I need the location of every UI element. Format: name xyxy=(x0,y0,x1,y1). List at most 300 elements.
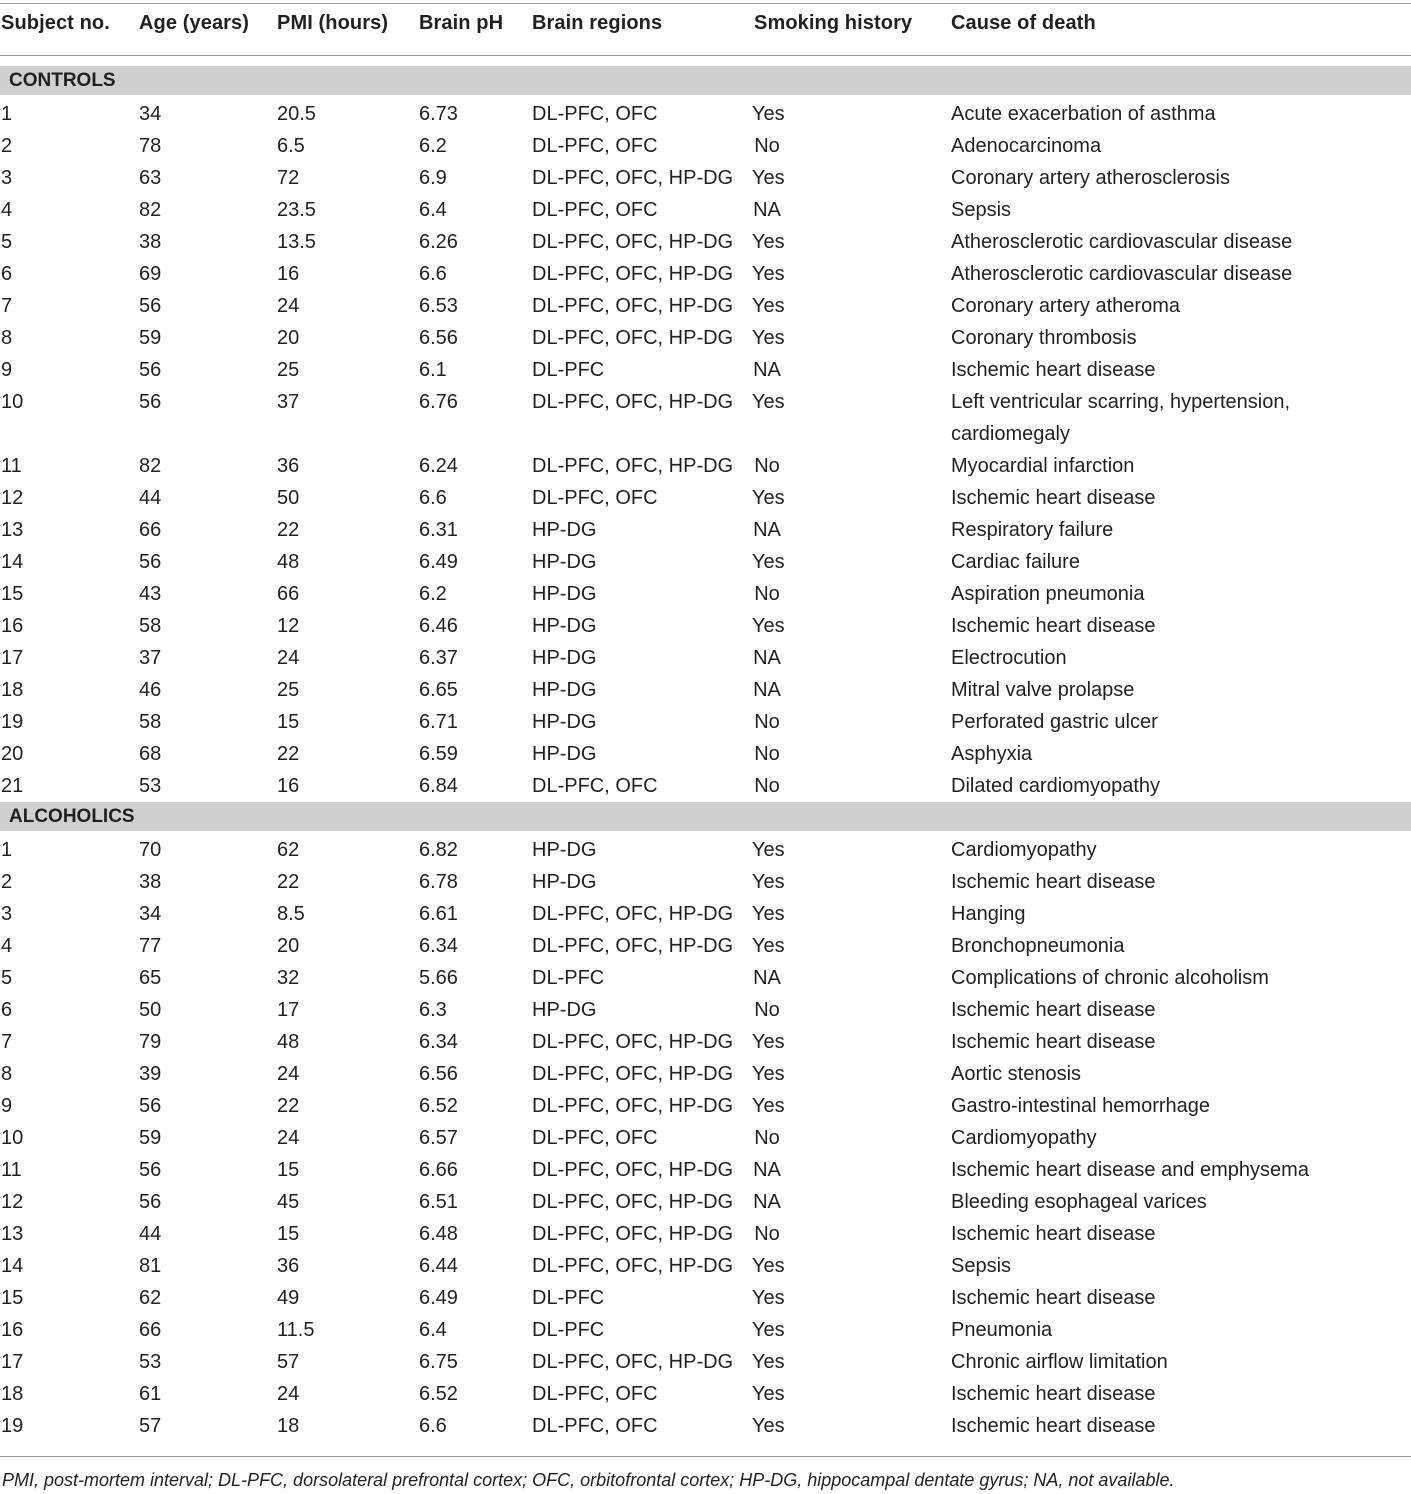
table-row xyxy=(0,1378,1411,1410)
cell-brain-ph: 5.66 xyxy=(419,967,458,989)
cell-cause-of-death: Ischemic heart disease xyxy=(951,1287,1156,1309)
cell-pmi: 25 xyxy=(277,359,300,381)
cell-brain-ph: 6.65 xyxy=(419,679,458,701)
section-header-controls: CONTROLS xyxy=(0,66,1411,95)
cell-smoking-history: Yes xyxy=(752,1383,785,1405)
header-rule xyxy=(0,55,1411,56)
cell-pmi: 24 xyxy=(277,1063,300,1085)
cell-brain-ph: 6.53 xyxy=(419,295,458,317)
cell-brain-regions: HP-DG xyxy=(532,615,597,637)
cell-age: 43 xyxy=(139,583,162,605)
cell-pmi: 22 xyxy=(277,519,300,541)
cell-smoking-history: No xyxy=(754,1223,780,1245)
cell-brain-ph: 6.71 xyxy=(419,711,458,733)
table-top-rule xyxy=(0,3,1411,4)
cell-brain-ph: 6.56 xyxy=(419,327,458,349)
cell-age: 68 xyxy=(139,743,162,765)
table-row xyxy=(0,1058,1411,1090)
cell-cause-of-death: Ischemic heart disease xyxy=(951,359,1156,381)
table-row xyxy=(0,1186,1411,1218)
cell-age: 56 xyxy=(139,1095,162,1117)
cell-pmi: 24 xyxy=(277,295,300,317)
cell-brain-regions: DL-PFC xyxy=(532,1319,605,1341)
cell-pmi: 45 xyxy=(277,1191,300,1213)
cell-age: 56 xyxy=(139,1191,162,1213)
cell-cause-of-death: Coronary artery atherosclerosis xyxy=(951,167,1230,189)
cell-age: 50 xyxy=(139,999,162,1021)
cell-cause-of-death: Sepsis xyxy=(951,199,1012,221)
cell-smoking-history: Yes xyxy=(752,903,785,925)
cell-smoking-history: Yes xyxy=(752,1287,785,1309)
cell-age: 56 xyxy=(139,295,162,317)
cell-brain-regions: DL-PFC, OFC, HP-DG xyxy=(532,1159,734,1181)
table-row xyxy=(0,354,1411,386)
cell-brain-ph: 6.2 xyxy=(419,583,447,605)
cell-cause-of-death: Complications of chronic alcoholism xyxy=(951,967,1269,989)
cell-smoking-history: NA xyxy=(753,519,781,541)
cell-subject-no: 11 xyxy=(1,455,22,477)
cell-brain-ph: 6.34 xyxy=(419,1031,458,1053)
cell-pmi: 36 xyxy=(277,455,300,477)
cell-cause-of-death: Myocardial infarction xyxy=(951,455,1135,477)
cell-age: 65 xyxy=(139,967,162,989)
table-row xyxy=(0,642,1411,674)
table-row xyxy=(0,1026,1411,1058)
cell-smoking-history: Yes xyxy=(752,1319,785,1341)
cell-brain-ph: 6.56 xyxy=(419,1063,458,1085)
table-row xyxy=(0,1218,1411,1250)
header-age: Age (years) xyxy=(139,12,250,34)
cell-cause-of-death: Ischemic heart disease xyxy=(951,615,1156,637)
cell-cause-of-death: Cardiomyopathy xyxy=(951,1127,1097,1149)
cell-pmi: 32 xyxy=(277,967,300,989)
cell-brain-regions: DL-PFC, OFC, HP-DG xyxy=(532,231,734,253)
cell-brain-ph: 6.52 xyxy=(419,1383,458,1405)
cell-smoking-history: Yes xyxy=(752,1095,785,1117)
header-subject-no: Subject no. xyxy=(1,12,110,34)
cell-smoking-history: No xyxy=(754,999,780,1021)
cell-cause-of-death: Coronary thrombosis xyxy=(951,327,1137,349)
table-footnote: PMI, post-mortem interval; DL-PFC, dorsolateral prefrontal cortex; OFC, orbitofrontal cortex; HP-DG, hippocampal dentate gyrus; NA, not available. xyxy=(2,1470,1175,1490)
cell-brain-regions: DL-PFC, OFC xyxy=(532,1383,658,1405)
cell-cause-of-death: Ischemic heart disease xyxy=(951,1415,1156,1437)
cell-brain-ph: 6.49 xyxy=(419,551,458,573)
cell-subject-no: 16 xyxy=(1,615,24,637)
cell-brain-ph: 6.1 xyxy=(419,359,447,381)
cell-smoking-history: Yes xyxy=(752,1415,785,1437)
table-row xyxy=(0,674,1411,706)
cell-pmi: 15 xyxy=(277,1159,300,1181)
cell-brain-ph: 6.31 xyxy=(419,519,458,541)
cell-pmi: 72 xyxy=(277,167,300,189)
cell-pmi: 48 xyxy=(277,551,300,573)
cell-subject-no: 9 xyxy=(1,1095,13,1117)
cell-age: 53 xyxy=(139,775,162,797)
cell-subject-no: 8 xyxy=(1,327,13,349)
cell-cause-of-death: Coronary artery atheroma xyxy=(951,295,1180,317)
cell-age: 77 xyxy=(139,935,162,957)
cell-age: 69 xyxy=(139,263,162,285)
cell-smoking-history: Yes xyxy=(752,231,785,253)
cell-pmi: 48 xyxy=(277,1031,300,1053)
table-row xyxy=(0,1122,1411,1154)
cell-age: 34 xyxy=(139,103,162,125)
cell-age: 53 xyxy=(139,1351,162,1373)
cell-pmi: 37 xyxy=(277,391,300,413)
cell-cause-of-death: Bronchopneumonia xyxy=(951,935,1125,957)
table-row xyxy=(0,738,1411,770)
table-row xyxy=(0,578,1411,610)
cell-brain-regions: HP-DG xyxy=(532,999,597,1021)
table-row xyxy=(0,546,1411,578)
cell-smoking-history: NA xyxy=(753,647,781,669)
cell-subject-no: 18 xyxy=(1,679,24,701)
table-header xyxy=(0,12,1411,42)
header-brain-ph: Brain pH xyxy=(419,12,504,34)
cell-brain-regions: DL-PFC, OFC, HP-DG xyxy=(532,1095,734,1117)
cell-smoking-history: NA xyxy=(753,199,781,221)
cell-age: 39 xyxy=(139,1063,162,1085)
cell-age: 34 xyxy=(139,903,162,925)
cell-smoking-history: Yes xyxy=(752,263,785,285)
cell-brain-regions: HP-DG xyxy=(532,839,597,861)
cell-brain-regions: DL-PFC, OFC xyxy=(532,775,658,797)
cell-subject-no: 17 xyxy=(1,1351,24,1373)
cell-pmi: 25 xyxy=(277,679,300,701)
cell-brain-ph: 6.3 xyxy=(419,999,447,1021)
cell-subject-no: 19 xyxy=(1,1415,24,1437)
cell-brain-regions: DL-PFC, OFC, HP-DG xyxy=(532,167,734,189)
cell-age: 58 xyxy=(139,711,162,733)
cell-subject-no: 13 xyxy=(1,1223,24,1245)
cell-brain-regions: DL-PFC, OFC xyxy=(532,199,658,221)
cell-cause-of-death: Ischemic heart disease xyxy=(951,1223,1156,1245)
cell-smoking-history: Yes xyxy=(752,167,785,189)
cell-pmi: 22 xyxy=(277,743,300,765)
cell-smoking-history: Yes xyxy=(752,391,785,413)
cell-smoking-history: Yes xyxy=(752,1351,785,1373)
cell-pmi: 18 xyxy=(277,1415,300,1437)
cell-pmi: 16 xyxy=(277,775,300,797)
cell-pmi: 24 xyxy=(277,1383,300,1405)
table-row xyxy=(0,866,1411,898)
cell-brain-ph: 6.44 xyxy=(419,1255,458,1277)
cell-cause-of-death: Gastro-intestinal hemorrhage xyxy=(951,1095,1211,1117)
table-body xyxy=(0,66,1411,1442)
table-row xyxy=(0,898,1411,930)
cell-subject-no: 3 xyxy=(1,903,13,925)
cell-brain-ph: 6.4 xyxy=(419,199,447,221)
cell-cause-of-death: Chronic airflow limitation xyxy=(951,1351,1168,1373)
cell-subject-no: 11 xyxy=(1,1159,22,1181)
cell-subject-no: 7 xyxy=(1,295,13,317)
cell-smoking-history: Yes xyxy=(752,615,785,637)
cell-smoking-history: NA xyxy=(753,1191,781,1213)
cell-age: 82 xyxy=(139,199,162,221)
cell-smoking-history: No xyxy=(754,775,780,797)
cell-subject-no: 15 xyxy=(1,583,24,605)
cell-brain-ph: 6.9 xyxy=(419,167,447,189)
cell-cause-of-death: Cardiomyopathy xyxy=(951,839,1097,861)
table-row xyxy=(0,226,1411,258)
cell-pmi: 22 xyxy=(277,1095,300,1117)
cell-age: 46 xyxy=(139,679,162,701)
cell-brain-ph: 6.6 xyxy=(419,1415,447,1437)
cell-pmi: 20.5 xyxy=(277,103,316,125)
cell-subject-no: 6 xyxy=(1,999,13,1021)
cell-cause-of-death: Atherosclerotic cardiovascular disease xyxy=(951,231,1293,253)
cell-age: 44 xyxy=(139,487,162,509)
cell-smoking-history: Yes xyxy=(752,839,785,861)
cell-smoking-history: No xyxy=(754,711,780,733)
cell-cause-of-death: Ischemic heart disease xyxy=(951,1383,1156,1405)
cell-cause-of-death: Asphyxia xyxy=(951,743,1033,765)
cell-age: 66 xyxy=(139,1319,162,1341)
cell-smoking-history: Yes xyxy=(752,295,785,317)
table-row xyxy=(0,194,1411,226)
cell-subject-no: 2 xyxy=(1,871,13,893)
cell-smoking-history: Yes xyxy=(752,935,785,957)
cell-brain-ph: 6.4 xyxy=(419,1319,447,1341)
cell-brain-regions: DL-PFC xyxy=(532,1287,605,1309)
cell-subject-no: 17 xyxy=(1,647,24,669)
table-row xyxy=(0,770,1411,802)
cell-brain-regions: HP-DG xyxy=(532,551,597,573)
cell-smoking-history: Yes xyxy=(752,1063,785,1085)
table-row xyxy=(0,258,1411,290)
cell-age: 57 xyxy=(139,1415,162,1437)
cell-age: 38 xyxy=(139,871,162,893)
cell-subject-no: 9 xyxy=(1,359,13,381)
cell-subject-no: 3 xyxy=(1,167,13,189)
cell-brain-regions: DL-PFC, OFC xyxy=(532,1415,658,1437)
cell-cause-of-death: Acute exacerbation of asthma xyxy=(951,103,1216,125)
cell-smoking-history: Yes xyxy=(752,103,785,125)
cell-brain-ph: 6.26 xyxy=(419,231,458,253)
cell-subject-no: 10 xyxy=(1,1127,24,1149)
cell-brain-ph: 6.49 xyxy=(419,1287,458,1309)
cell-age: 56 xyxy=(139,1159,162,1181)
header-cause-of-death: Cause of death xyxy=(951,12,1096,34)
cell-cause-of-death: Ischemic heart disease xyxy=(951,487,1156,509)
cell-brain-ph: 6.75 xyxy=(419,1351,458,1373)
cell-pmi: 66 xyxy=(277,583,300,605)
cell-brain-ph: 6.52 xyxy=(419,1095,458,1117)
cell-pmi: 23.5 xyxy=(277,199,316,221)
cell-brain-regions: DL-PFC, OFC, HP-DG xyxy=(532,1063,734,1085)
cell-age: 63 xyxy=(139,167,162,189)
table-row xyxy=(0,1314,1411,1346)
cell-smoking-history: Yes xyxy=(752,487,785,509)
cell-pmi: 12 xyxy=(277,615,300,637)
cell-smoking-history: NA xyxy=(753,359,781,381)
cell-subject-no: 7 xyxy=(1,1031,13,1053)
cell-brain-regions: DL-PFC, OFC xyxy=(532,135,658,157)
cell-brain-regions: DL-PFC, OFC xyxy=(532,487,658,509)
cell-brain-regions: DL-PFC, OFC, HP-DG xyxy=(532,903,734,925)
cell-brain-ph: 6.84 xyxy=(419,775,458,797)
cell-smoking-history: NA xyxy=(753,679,781,701)
cell-pmi: 8.5 xyxy=(277,903,305,925)
table-row xyxy=(0,1154,1411,1186)
cell-smoking-history: Yes xyxy=(752,871,785,893)
cell-brain-ph: 6.37 xyxy=(419,647,458,669)
cell-subject-no: 4 xyxy=(1,935,13,957)
cell-cause-of-death: Ischemic heart disease xyxy=(951,871,1156,893)
cell-subject-no: 8 xyxy=(1,1063,13,1085)
cell-subject-no: 5 xyxy=(1,967,13,989)
cell-cause-of-death: Sepsis xyxy=(951,1255,1012,1277)
cell-brain-ph: 6.46 xyxy=(419,615,458,637)
cell-age: 62 xyxy=(139,1287,162,1309)
cell-brain-regions: DL-PFC, OFC, HP-DG xyxy=(532,1031,734,1053)
cell-age: 61 xyxy=(139,1383,162,1405)
cell-age: 79 xyxy=(139,1031,162,1053)
cell-cause-of-death: Ischemic heart disease and emphysema xyxy=(951,1159,1309,1181)
cell-pmi: 17 xyxy=(277,999,300,1021)
cell-pmi: 6.5 xyxy=(277,135,305,157)
cell-brain-regions: DL-PFC, OFC, HP-DG xyxy=(532,455,734,477)
cell-brain-regions: DL-PFC, OFC, HP-DG xyxy=(532,1191,734,1213)
cell-smoking-history: No xyxy=(754,135,780,157)
cell-smoking-history: Yes xyxy=(752,1255,785,1277)
table-row xyxy=(0,386,1411,450)
cell-smoking-history: No xyxy=(754,743,780,765)
table-row xyxy=(0,1410,1411,1442)
cell-brain-regions: HP-DG xyxy=(532,871,597,893)
table-row xyxy=(0,514,1411,546)
cell-pmi: 49 xyxy=(277,1287,300,1309)
cell-brain-ph: 6.82 xyxy=(419,839,458,861)
cell-pmi: 57 xyxy=(277,1351,300,1373)
table-row xyxy=(0,994,1411,1026)
cell-subject-no: 15 xyxy=(1,1287,24,1309)
cell-pmi: 36 xyxy=(277,1255,300,1277)
table-row xyxy=(0,1346,1411,1378)
cell-subject-no: 20 xyxy=(1,743,24,765)
cell-subject-no: 4 xyxy=(1,199,13,221)
cell-subject-no: 6 xyxy=(1,263,13,285)
cell-brain-regions: HP-DG xyxy=(532,519,597,541)
table-row xyxy=(0,482,1411,514)
cell-smoking-history: No xyxy=(754,455,780,477)
cell-cause-of-death: Adenocarcinoma xyxy=(951,135,1102,157)
table-row xyxy=(0,706,1411,738)
cell-smoking-history: No xyxy=(754,583,780,605)
cell-brain-ph: 6.59 xyxy=(419,743,458,765)
cell-brain-ph: 6.57 xyxy=(419,1127,458,1149)
cell-age: 59 xyxy=(139,1127,162,1149)
cell-brain-ph: 6.73 xyxy=(419,103,458,125)
cell-smoking-history: NA xyxy=(753,967,781,989)
cell-subject-no: 5 xyxy=(1,231,13,253)
cell-brain-regions: HP-DG xyxy=(532,583,597,605)
table-row xyxy=(0,1282,1411,1314)
cell-smoking-history: Yes xyxy=(752,551,785,573)
cell-brain-regions: DL-PFC, OFC, HP-DG xyxy=(532,1255,734,1277)
cell-subject-no: 1 xyxy=(1,839,13,861)
cell-pmi: 11.5 xyxy=(277,1319,315,1341)
table-row xyxy=(0,98,1411,130)
cell-brain-regions: DL-PFC, OFC, HP-DG xyxy=(532,391,734,413)
cell-smoking-history: NA xyxy=(753,1159,781,1181)
cell-subject-no: 1 xyxy=(1,103,13,125)
cell-age: 66 xyxy=(139,519,162,541)
cell-brain-regions: DL-PFC, OFC, HP-DG xyxy=(532,263,734,285)
cell-brain-ph: 6.24 xyxy=(419,455,458,477)
cell-pmi: 24 xyxy=(277,647,300,669)
cell-brain-regions: HP-DG xyxy=(532,647,597,669)
cell-brain-regions: DL-PFC, OFC, HP-DG xyxy=(532,1223,734,1245)
cell-pmi: 20 xyxy=(277,935,300,957)
table-row xyxy=(0,930,1411,962)
cell-subject-no: 13 xyxy=(1,519,24,541)
cell-pmi: 50 xyxy=(277,487,300,509)
cell-brain-regions: HP-DG xyxy=(532,679,597,701)
cell-cause-of-death: Pneumonia xyxy=(951,1319,1053,1341)
cell-pmi: 62 xyxy=(277,839,300,861)
table-row xyxy=(0,322,1411,354)
cell-brain-regions: DL-PFC xyxy=(532,359,605,381)
cell-brain-ph: 6.66 xyxy=(419,1159,458,1181)
cell-cause-of-death: Aspiration pneumonia xyxy=(951,583,1145,605)
cell-cause-of-death: Ischemic heart disease xyxy=(951,999,1156,1021)
table-row xyxy=(0,1090,1411,1122)
cell-brain-regions: DL-PFC, OFC, HP-DG xyxy=(532,935,734,957)
table-row xyxy=(0,162,1411,194)
cell-age: 70 xyxy=(139,839,162,861)
cell-subject-no: 2 xyxy=(1,135,13,157)
cell-cause-of-death: Cardiac failure xyxy=(951,551,1080,573)
header-smoking-history: Smoking history xyxy=(754,12,913,34)
cell-smoking-history: No xyxy=(754,1127,780,1149)
cell-brain-regions: DL-PFC, OFC xyxy=(532,103,658,125)
cell-pmi: 13.5 xyxy=(277,231,316,253)
cell-cause-of-death: Perforated gastric ulcer xyxy=(951,711,1158,733)
cell-cause-of-death: Aortic stenosis xyxy=(951,1063,1082,1085)
cell-subject-no: 12 xyxy=(1,487,24,509)
cell-brain-ph: 6.76 xyxy=(419,391,458,413)
cell-age: 56 xyxy=(139,359,162,381)
table-row xyxy=(0,1250,1411,1282)
table-row xyxy=(0,290,1411,322)
cell-cause-of-death: Hanging xyxy=(951,903,1026,925)
cell-pmi: 15 xyxy=(277,711,300,733)
cell-age: 44 xyxy=(139,1223,162,1245)
table-row xyxy=(0,962,1411,994)
cell-subject-no: 19 xyxy=(1,711,24,733)
cell-cause-of-death: Bleeding esophageal varices xyxy=(951,1191,1207,1213)
cell-subject-no: 18 xyxy=(1,1383,24,1405)
cell-brain-ph: 6.34 xyxy=(419,935,458,957)
cell-brain-ph: 6.51 xyxy=(419,1191,458,1213)
table-row xyxy=(0,834,1411,866)
cell-subject-no: 16 xyxy=(1,1319,24,1341)
cell-cause-of-death: Left ventricular scarring, hypertension, cardiomegaly xyxy=(951,391,1291,445)
cell-subject-no: 14 xyxy=(1,551,24,573)
cell-age: 81 xyxy=(139,1255,162,1277)
cell-brain-ph: 6.6 xyxy=(419,263,447,285)
cell-age: 82 xyxy=(139,455,162,477)
cell-brain-regions: DL-PFC, OFC, HP-DG xyxy=(532,327,734,349)
cell-brain-regions: DL-PFC xyxy=(532,967,605,989)
cell-smoking-history: Yes xyxy=(752,1031,785,1053)
cell-brain-regions: DL-PFC, OFC, HP-DG xyxy=(532,295,734,317)
cell-subject-no: 12 xyxy=(1,1191,24,1213)
cell-cause-of-death: Electrocution xyxy=(951,647,1067,669)
header-brain-regions: Brain regions xyxy=(532,12,663,34)
cell-brain-ph: 6.78 xyxy=(419,871,458,893)
